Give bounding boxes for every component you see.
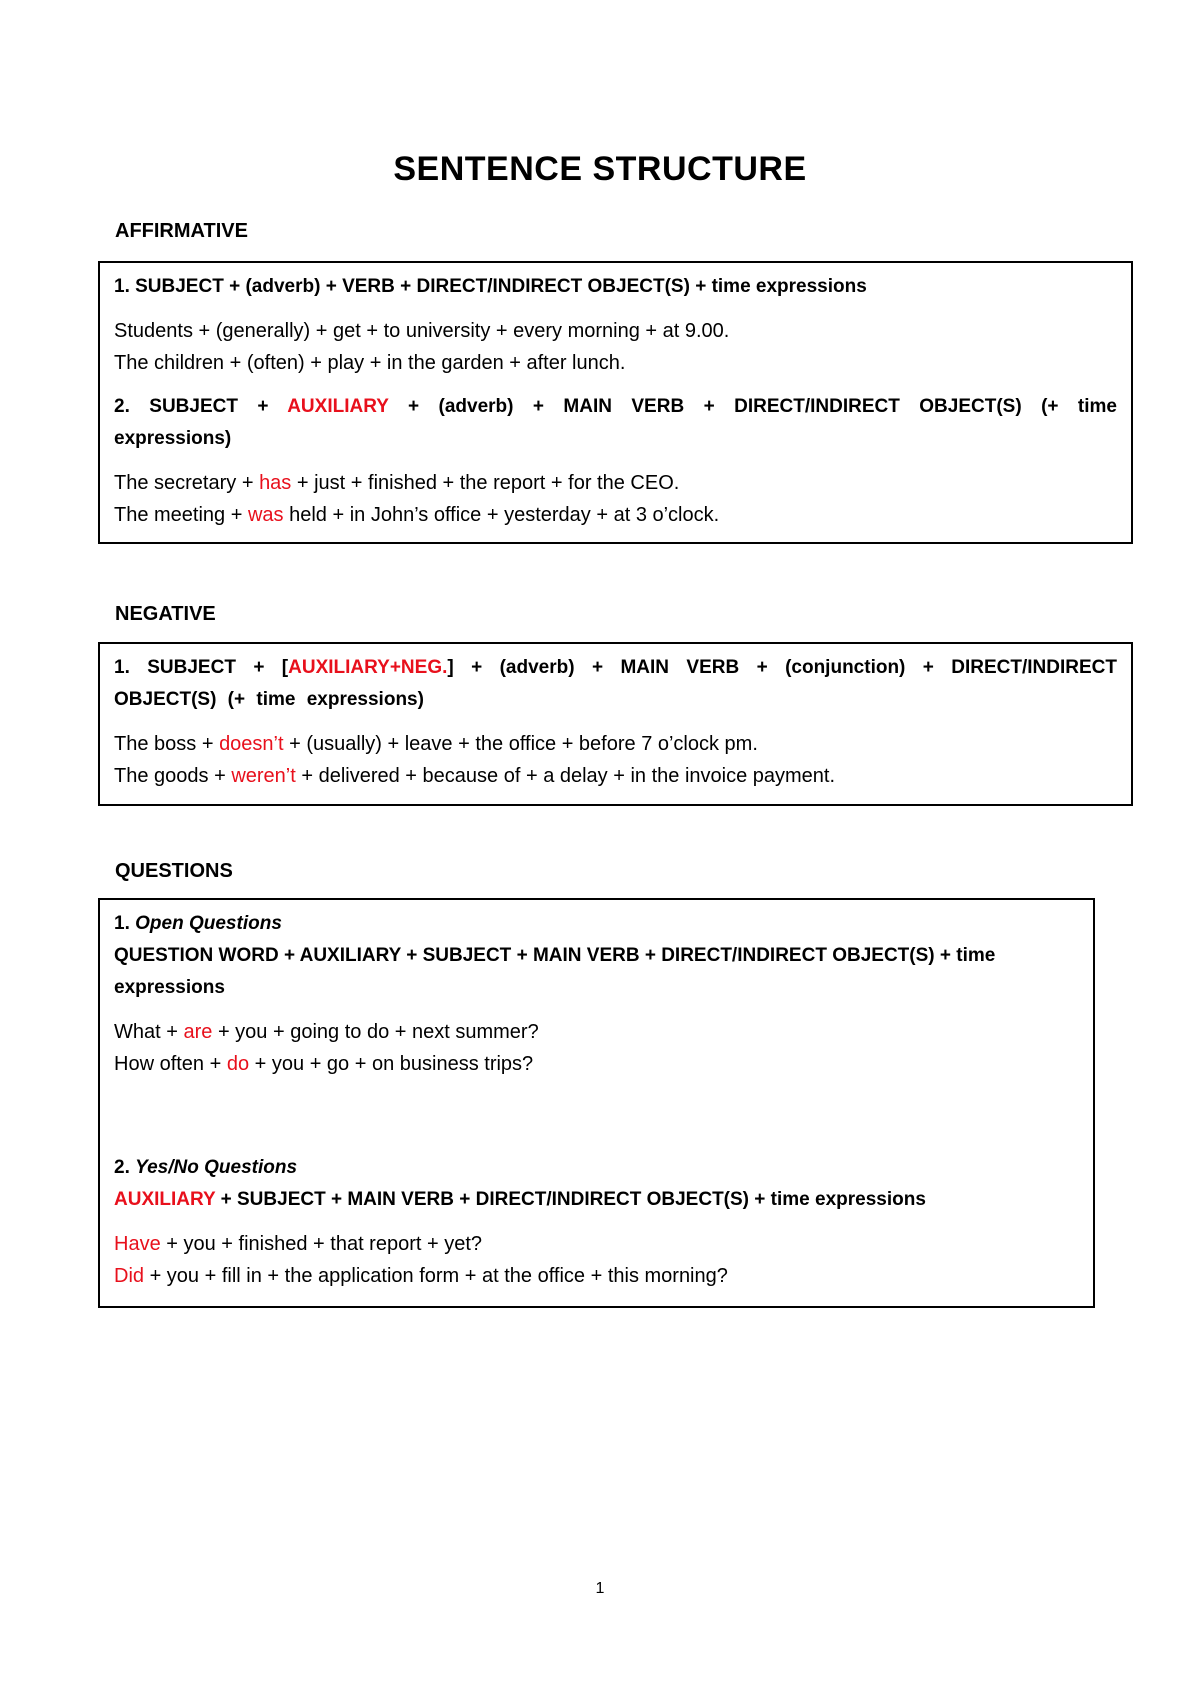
label-text: Yes/No Questions xyxy=(135,1157,298,1178)
open-question-example-1 xyxy=(114,1016,1079,1048)
affirmative-example-3 xyxy=(114,467,1117,499)
rule-text: 2. SUBJECT + xyxy=(114,396,288,417)
example-text: + you + finished + that report + yet? xyxy=(160,1233,483,1255)
example-text: held + in John’s office + yesterday + at 3 o’clock. xyxy=(283,504,720,526)
yesno-question-example-2 xyxy=(114,1260,1079,1292)
affirmative-heading: AFFIRMATIVE xyxy=(115,220,248,242)
auxiliary-highlight: was xyxy=(247,504,284,526)
questions-box xyxy=(98,898,1095,1308)
negative-box xyxy=(98,642,1133,806)
example-text: The secretary + xyxy=(114,472,260,494)
rule-text: 1. SUBJECT + [ xyxy=(114,657,289,678)
questions-heading: QUESTIONS xyxy=(115,860,233,882)
rule-text: ] + (adverb) + MAIN VERB + (conjunction) + DIRECT/INDIRECT OBJECT(S) (+ time expressions) xyxy=(114,657,1117,710)
open-question-example-2 xyxy=(114,1048,1079,1080)
page-title: SENTENCE STRUCTURE xyxy=(393,150,807,188)
auxiliary-highlight: Did xyxy=(114,1265,145,1287)
label-text: Open Questions xyxy=(135,913,282,934)
affirmative-example-2: The children + (often) + play + in the garden + after lunch. xyxy=(114,352,626,374)
yesno-question-example-1 xyxy=(114,1228,1079,1260)
label-number: 1. xyxy=(114,913,130,934)
rule-text: + (adverb) + MAIN VERB + DIRECT/INDIRECT OBJECT(S) (+ time expressions) xyxy=(114,396,1117,449)
affirmative-box xyxy=(98,261,1133,544)
example-text: + delivered + because of + a delay + in the invoice payment. xyxy=(295,765,836,787)
auxiliary-highlight: Have xyxy=(114,1233,161,1255)
example-text: What + xyxy=(114,1021,184,1043)
auxiliary-highlight: AUXILIARY xyxy=(287,396,389,417)
negative-rule-1 xyxy=(114,652,1117,716)
open-questions-label xyxy=(114,908,1079,940)
affirmative-example-1: Students + (generally) + get + to university + every morning + at 9.00. xyxy=(114,320,730,342)
spacer xyxy=(114,1080,1079,1152)
label-number: 2. xyxy=(114,1157,130,1178)
yesno-questions-label xyxy=(114,1152,1079,1184)
auxiliary-highlight: has xyxy=(259,472,292,494)
auxiliary-highlight: doesn’t xyxy=(219,733,284,755)
negative-example-1 xyxy=(114,728,1117,760)
auxiliary-highlight: AUXILIARY xyxy=(114,1189,216,1210)
negative-heading: NEGATIVE xyxy=(115,603,216,625)
example-text: + you + going to do + next summer? xyxy=(212,1021,539,1043)
example-text: + (usually) + leave + the office + before 7 o’clock pm. xyxy=(283,733,758,755)
auxiliary-highlight: weren’t xyxy=(231,765,296,787)
open-questions-rule: QUESTION WORD + AUXILIARY + SUBJECT + MAIN VERB + DIRECT/INDIRECT OBJECT(S) + time expressions xyxy=(114,945,996,998)
auxiliary-highlight: do xyxy=(226,1053,250,1075)
affirmative-rule-2 xyxy=(114,391,1117,455)
example-text: The boss + xyxy=(114,733,220,755)
affirmative-rule-1: 1. SUBJECT + (adverb) + VERB + DIRECT/INDIRECT OBJECT(S) + time expressions xyxy=(114,276,867,297)
rule-text: + SUBJECT + MAIN VERB + DIRECT/INDIRECT OBJECT(S) + time expressions xyxy=(215,1189,926,1210)
auxiliary-highlight: are xyxy=(183,1021,213,1043)
auxiliary-neg-highlight: AUXILIARY+NEG. xyxy=(288,657,448,678)
affirmative-example-4 xyxy=(114,499,1117,531)
example-text: The goods + xyxy=(114,765,232,787)
example-text: + just + finished + the report + for the CEO. xyxy=(291,472,680,494)
example-text: How often + xyxy=(114,1053,227,1075)
example-text: + you + go + on business trips? xyxy=(249,1053,534,1075)
yesno-questions-rule xyxy=(114,1184,1079,1216)
example-text: + you + fill in + the application form + at the office + this morning? xyxy=(144,1265,728,1287)
page-number: 1 xyxy=(595,1580,605,1597)
negative-example-2 xyxy=(114,760,1117,792)
example-text: The meeting + xyxy=(114,504,248,526)
